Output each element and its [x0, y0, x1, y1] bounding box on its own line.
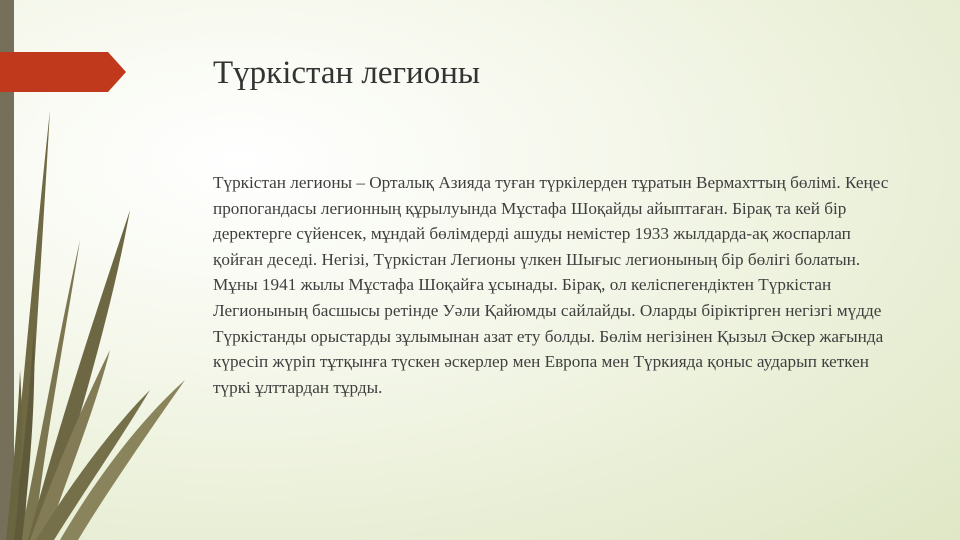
- grass-blade-5: [30, 350, 110, 540]
- slide-title: Түркістан легионы: [213, 55, 481, 91]
- left-accent-bar: [0, 0, 14, 540]
- grass-blade-2: [20, 240, 80, 540]
- accent-tab-shape: [0, 52, 126, 92]
- grass-blade-4: [12, 330, 34, 540]
- grass-blade-6: [36, 390, 150, 540]
- grass-blade-8: [60, 380, 185, 540]
- slide-body-text: Түркістан легионы – Орталық Азияда туған түркілерден тұратын Вермахттың бөлімі. Кеңес пропогандасы легионның құрылуында Мұстафа Шоқайды айыптаған. Бірақ та кей бір деректерге сүйенсек, мұндай бөлімдерді ашуды немістер 1933 жылдарда-ақ жоспарлап қойған деседі. Негізі, Түркістан Легионы үлкен Шығыс легионының бір бөлігі болатын. Мұны 1941 жылы Мұстафа Шоқайға ұсынады. Бірақ, ол келіспегендіктен Түркістан Легионының басшысы ретінде Уәли Қайюмды сайлайды. Оларды біріктірген негізгі мүдде Түркістанды орыстарды зұлымынан азат ету болды. Бөлім негізінен Қызыл Әскер жағында күресіп жүріп тұтқынға түскен әскерлер мен Европа мен Түркияда қоныс аударып кеткен түркі ұлттардан тұрды.: [213, 173, 889, 397]
- grass-blade-3: [28, 210, 130, 540]
- grass-blade-1: [8, 110, 50, 540]
